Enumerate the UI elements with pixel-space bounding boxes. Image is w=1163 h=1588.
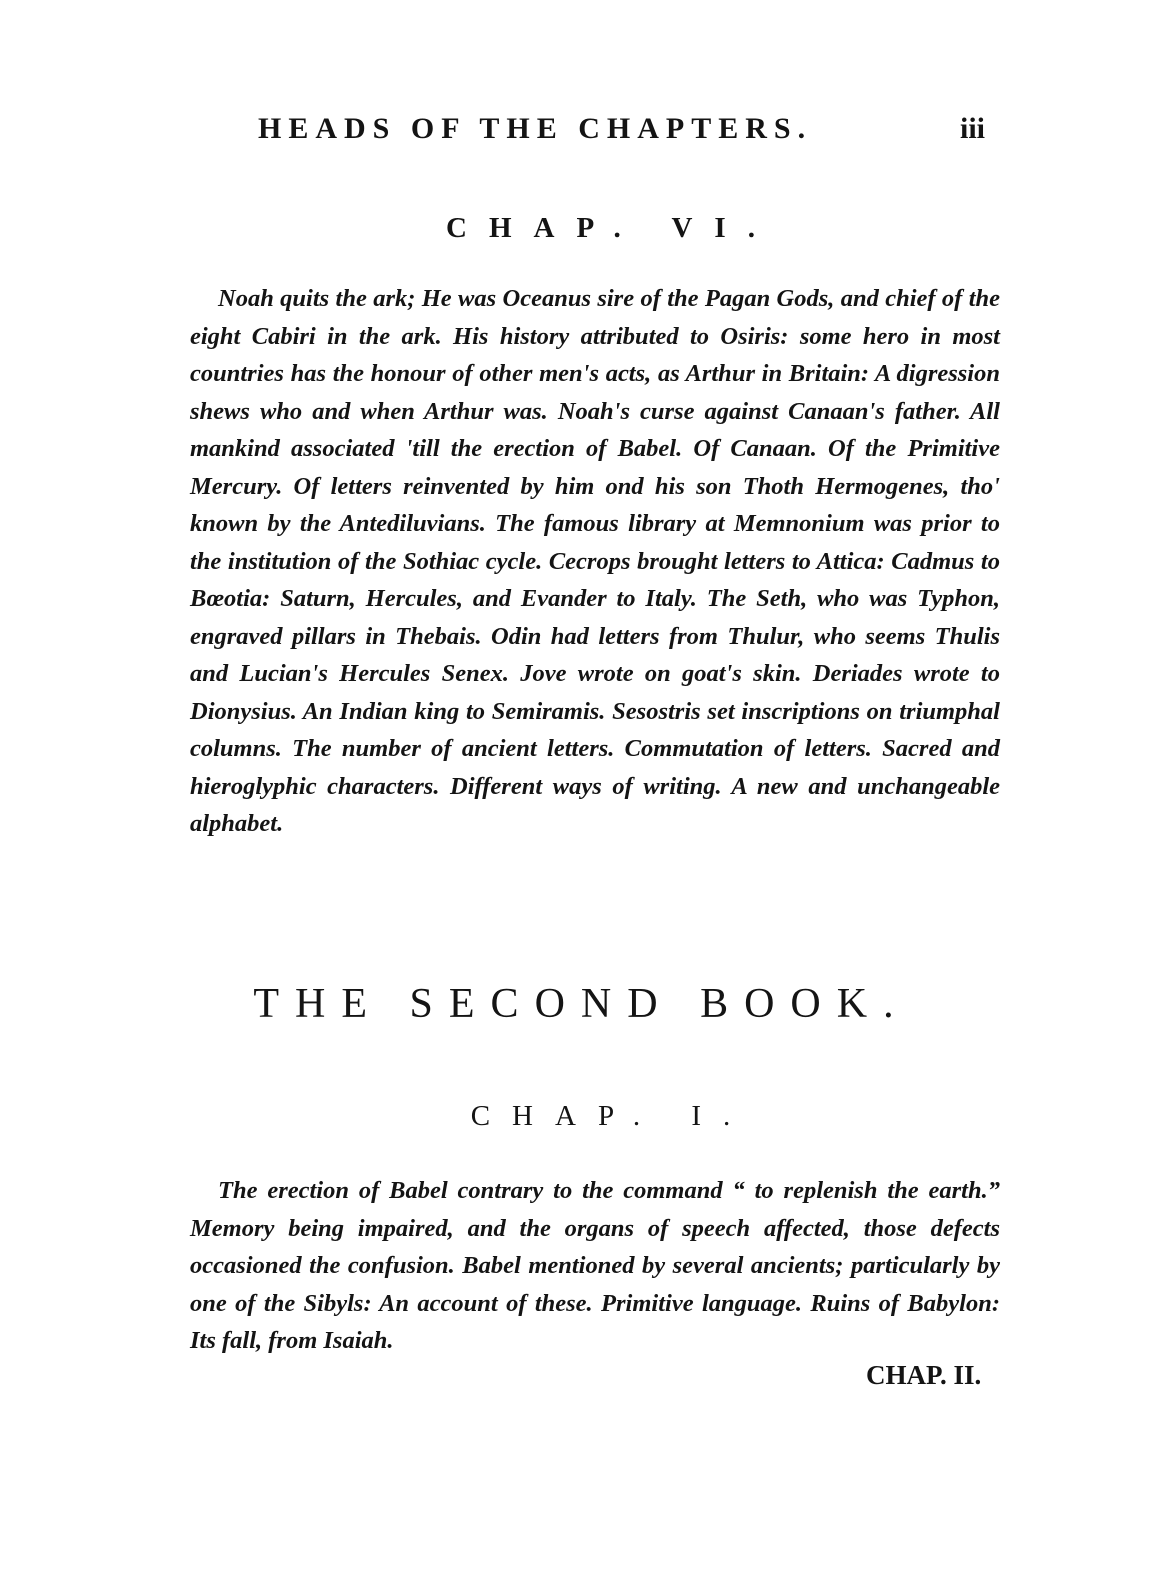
chapter-1-heading: CHAP. I. xyxy=(470,1100,753,1132)
chapter-1-summary: The erection of Babel contrary to the command “ to replenish the earth.” Memory being impaired, and the organs of speech affected, those defects occasioned the confusion. Babel mentioned by several ancients; particularly by one of the Sibyls: An account of these. Primitive language. Ruins of Babylon: Its fall, from Isaiah. xyxy=(190,1177,1000,1354)
page-number: iii xyxy=(960,112,986,145)
running-head: HEADS OF THE CHAPTERS. xyxy=(258,112,813,145)
catchword: CHAP. II. xyxy=(866,1360,982,1390)
book-title: THE SECOND BOOK. xyxy=(253,981,910,1027)
chapter-6-summary: Noah quits the ark; He was Oceanus sire of the Pagan Gods, and chief of the eight Cabiri in the ark. His history attributed to Osiris: some hero in most countries has the honour of other men's acts, as Arthur in Britain: A digression shews who and when Arthur was. Noah's curse against Canaan's father. All mankind associated 'till the erection of Babel. Of Canaan. Of the Primitive Mercury. Of letters reinvented by him ond his son Thoth Hermogenes, tho' known by the Antediluvians. The famous library at Memnonium was prior to the institution of the Sothiac cycle. Cecrops brought letters to Attica: Cadmus to Bœotia: Saturn, Hercules, and Evander to Italy. The Seth, who was Typhon, engraved pillars in Thebais. Odin had letters from Thulur, who seems Thulis and Lucian's Hercules Senex. Jove wrote on goat's skin. Deriades wrote to Dionysius. An Indian king to Semiramis. Sesostris set inscriptions on triumphal columns. The number of ancient letters. Commutation of letters. Sacred and hieroglyphic characters. Different ways of writing. A new and unchangeable alphabet. xyxy=(190,285,1000,837)
chapter-6-heading: CHAP. VI. xyxy=(446,212,777,244)
